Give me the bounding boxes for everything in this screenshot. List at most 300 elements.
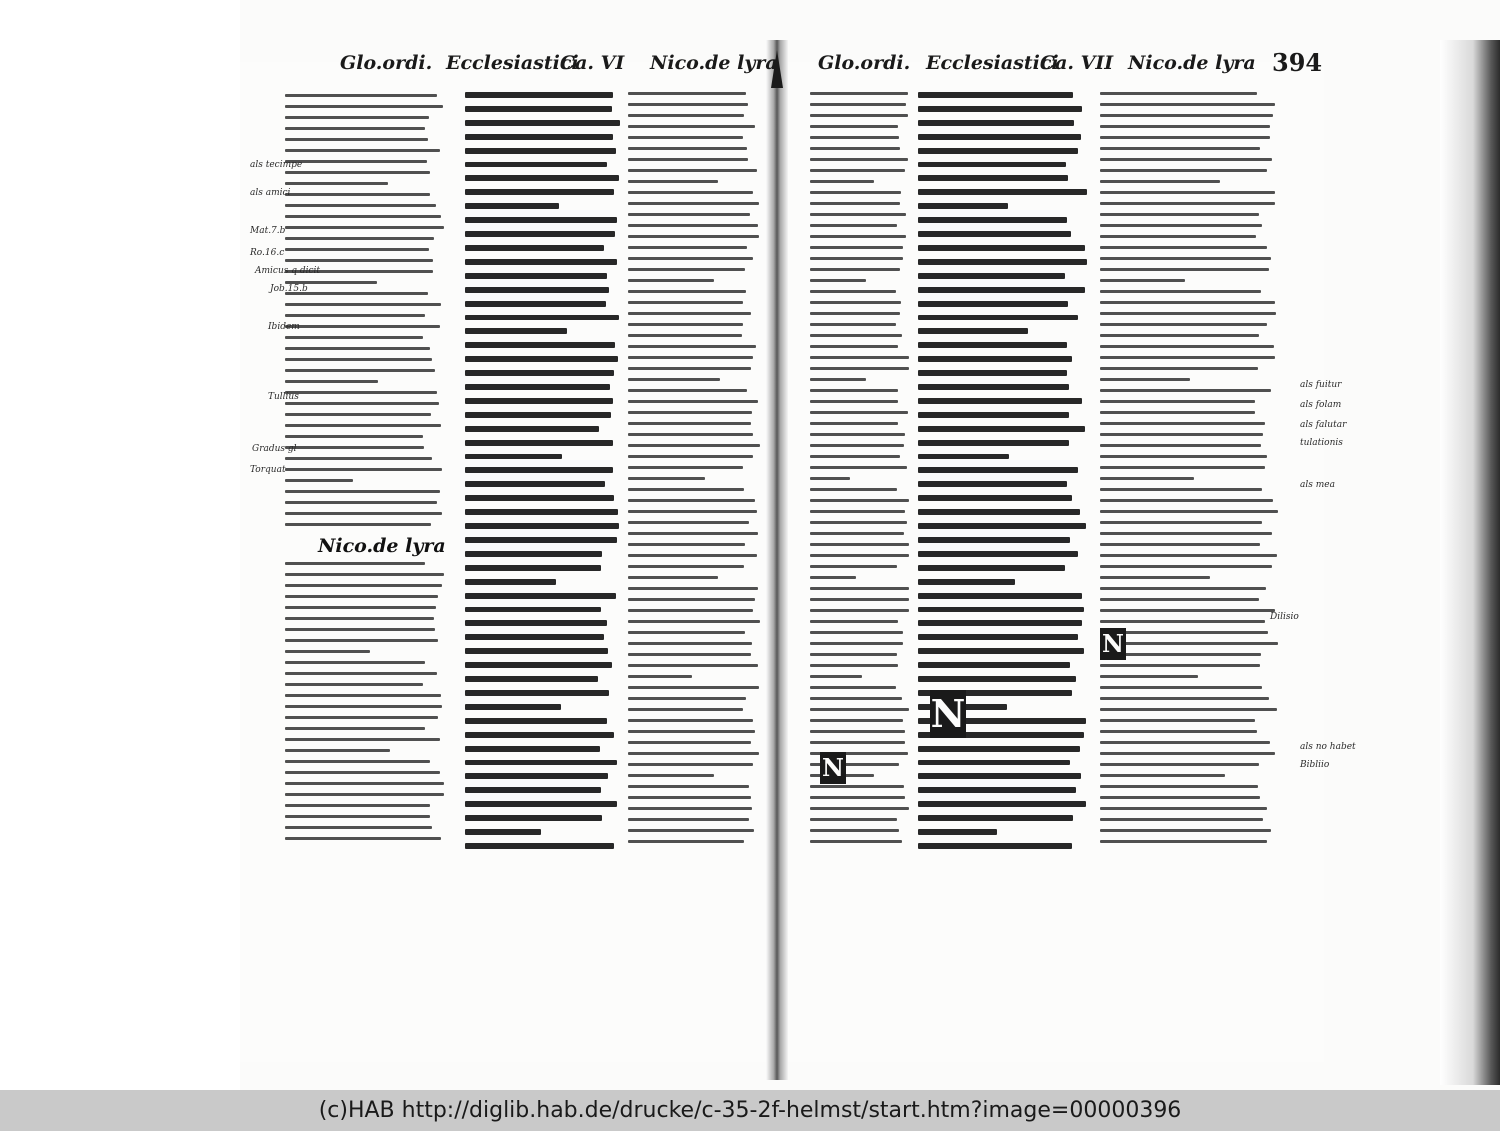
text-line	[465, 718, 607, 724]
text-line	[285, 457, 432, 460]
text-line	[810, 158, 908, 161]
text-line	[918, 509, 1080, 515]
folio-number: 394	[1272, 48, 1323, 77]
margin-note: Amicus q dicit	[255, 266, 321, 276]
text-line	[465, 231, 615, 237]
text-line	[1100, 554, 1277, 557]
text-line	[465, 287, 609, 293]
text-line	[1100, 136, 1270, 139]
text-line	[918, 815, 1073, 821]
text-line	[810, 224, 897, 227]
text-line	[628, 510, 757, 513]
text-line	[465, 134, 613, 140]
text-line	[465, 315, 619, 321]
text-line	[1100, 774, 1225, 777]
text-line	[285, 573, 444, 576]
text-line	[285, 837, 441, 840]
text-line	[628, 301, 743, 304]
text-line	[465, 551, 602, 557]
text-line	[465, 175, 619, 181]
text-line	[810, 235, 906, 238]
text-line	[810, 136, 899, 139]
text-line	[918, 662, 1070, 668]
text-line	[285, 424, 441, 427]
text-line	[1100, 466, 1265, 469]
text-line	[1100, 356, 1275, 359]
text-line	[1100, 114, 1273, 117]
text-line	[810, 356, 909, 359]
text-line	[465, 467, 613, 473]
text-line	[285, 314, 425, 317]
text-line	[1100, 290, 1261, 293]
text-line	[285, 116, 429, 119]
text-line	[285, 138, 428, 141]
text-line	[285, 347, 430, 350]
text-line	[918, 620, 1082, 626]
text-line	[628, 741, 751, 744]
right-header-chapter: Ca. VII	[1040, 52, 1114, 74]
text-line	[465, 259, 617, 265]
text-line	[465, 203, 559, 209]
text-line	[465, 593, 616, 599]
right-main-text-column	[918, 92, 1088, 857]
text-line	[1100, 213, 1259, 216]
text-line	[810, 796, 905, 799]
text-line	[810, 389, 898, 392]
text-line	[1100, 180, 1220, 183]
text-line	[918, 259, 1087, 265]
text-line	[628, 565, 744, 568]
margin-note: als no habet	[1300, 742, 1356, 752]
text-line	[1100, 543, 1260, 546]
text-line	[465, 773, 608, 779]
text-line	[918, 495, 1072, 501]
text-line	[1100, 587, 1266, 590]
text-line	[1100, 510, 1278, 513]
text-line	[285, 782, 444, 785]
text-line	[810, 532, 904, 535]
text-line	[285, 512, 442, 515]
text-line	[628, 213, 750, 216]
text-line	[465, 92, 613, 98]
text-line	[918, 287, 1085, 293]
text-line	[628, 719, 753, 722]
margin-note: Ro.16.c	[250, 248, 285, 258]
text-line	[628, 609, 753, 612]
text-line	[1100, 642, 1278, 645]
text-line	[285, 160, 427, 163]
text-line	[285, 446, 424, 449]
text-line	[1100, 224, 1262, 227]
text-line	[628, 488, 744, 491]
right-commentary-column	[1100, 92, 1280, 852]
text-line	[285, 259, 433, 262]
text-line	[918, 565, 1065, 571]
text-line	[285, 468, 442, 471]
text-line	[918, 245, 1085, 251]
text-line	[1100, 796, 1260, 799]
left-gloss-text-block-bottom	[285, 562, 445, 852]
text-line	[465, 273, 607, 279]
margin-note: Job.15.b	[270, 284, 308, 294]
text-line	[810, 598, 909, 601]
text-line	[918, 760, 1070, 766]
text-line	[285, 105, 443, 108]
text-line	[810, 213, 906, 216]
text-line	[1100, 169, 1267, 172]
text-line	[285, 490, 440, 493]
text-line	[285, 369, 435, 372]
text-line	[1100, 279, 1185, 282]
text-line	[628, 477, 705, 480]
margin-note: Ibidem	[268, 322, 300, 332]
text-line	[918, 301, 1068, 307]
text-line	[810, 367, 909, 370]
footer-credit-bar	[0, 1090, 1500, 1131]
text-line	[465, 565, 601, 571]
text-line	[285, 237, 434, 240]
margin-note: als mea	[1300, 480, 1335, 490]
text-line	[465, 607, 601, 613]
text-line	[810, 103, 906, 106]
text-line	[628, 345, 756, 348]
text-line	[628, 587, 758, 590]
text-line	[628, 686, 759, 689]
text-line	[918, 801, 1086, 807]
text-line	[1100, 202, 1275, 205]
text-line	[918, 148, 1078, 154]
text-line	[628, 763, 753, 766]
text-line	[1100, 433, 1263, 436]
text-line	[1100, 323, 1267, 326]
text-line	[1100, 741, 1270, 744]
text-line	[810, 697, 902, 700]
text-line	[465, 746, 600, 752]
text-line	[810, 631, 903, 634]
text-line	[628, 455, 753, 458]
text-line	[465, 537, 617, 543]
text-line	[465, 509, 618, 515]
right-header-book: Ecclesiastici	[926, 52, 1059, 74]
text-line	[465, 829, 541, 835]
text-line	[918, 634, 1078, 640]
text-line	[628, 576, 718, 579]
text-line	[1100, 708, 1277, 711]
text-line	[1100, 257, 1271, 260]
text-line	[810, 455, 900, 458]
text-line	[628, 730, 755, 733]
margin-note: als fuitur	[1300, 380, 1342, 390]
text-line	[628, 697, 746, 700]
text-line	[285, 479, 353, 482]
text-line	[810, 400, 898, 403]
text-line	[285, 595, 438, 598]
text-line	[918, 398, 1082, 404]
text-line	[628, 675, 692, 678]
text-line	[628, 433, 753, 436]
text-line	[285, 683, 423, 686]
text-line	[1100, 488, 1262, 491]
text-line	[1100, 389, 1271, 392]
text-line	[465, 662, 612, 668]
text-line	[810, 422, 898, 425]
text-line	[810, 345, 898, 348]
text-line	[628, 202, 759, 205]
text-line	[628, 169, 757, 172]
text-line	[465, 162, 607, 168]
text-line	[918, 537, 1070, 543]
text-line	[810, 708, 909, 711]
decorated-initial-N-commentary: N	[1100, 628, 1126, 660]
margin-note: Tullius	[268, 392, 299, 402]
text-line	[918, 426, 1085, 432]
text-line	[465, 301, 606, 307]
text-line	[1100, 103, 1275, 106]
text-line	[465, 454, 562, 460]
text-line	[810, 378, 866, 381]
text-line	[628, 708, 743, 711]
text-line	[918, 607, 1084, 613]
text-line	[1100, 719, 1255, 722]
text-line	[1100, 191, 1275, 194]
text-line	[918, 829, 997, 835]
text-line	[285, 248, 429, 251]
text-line	[628, 246, 747, 249]
book-gutter	[766, 40, 788, 1080]
text-line	[465, 815, 602, 821]
text-line	[628, 840, 744, 843]
text-line	[810, 840, 902, 843]
text-line	[918, 773, 1081, 779]
text-line	[1100, 378, 1190, 381]
text-line	[1100, 576, 1210, 579]
text-line	[1100, 620, 1265, 623]
text-line	[810, 444, 904, 447]
left-gloss-text-block-top	[285, 94, 445, 534]
margin-note: als amici	[250, 188, 291, 198]
text-line	[628, 499, 755, 502]
text-line	[918, 412, 1069, 418]
text-line	[1100, 345, 1274, 348]
text-line	[285, 127, 425, 130]
text-line	[1100, 235, 1256, 238]
text-line	[810, 675, 862, 678]
text-line	[628, 818, 749, 821]
text-line	[918, 787, 1076, 793]
text-line	[810, 488, 897, 491]
text-line	[465, 148, 616, 154]
text-line	[1100, 411, 1255, 414]
text-line	[810, 290, 896, 293]
text-line	[918, 189, 1087, 195]
text-line	[628, 642, 752, 645]
text-line	[918, 328, 1028, 334]
margin-note: Mat.7.b	[250, 226, 286, 236]
text-line	[810, 510, 905, 513]
text-line	[465, 634, 604, 640]
text-line	[628, 752, 759, 755]
text-line	[810, 246, 903, 249]
text-line	[285, 226, 444, 229]
text-line	[628, 92, 746, 95]
text-line	[628, 235, 759, 238]
text-line	[285, 358, 432, 361]
text-line	[810, 818, 897, 821]
left-commentary-subhead: Nico.de lyra	[318, 535, 446, 557]
text-line	[285, 617, 434, 620]
margin-note: Torquat	[250, 465, 286, 475]
text-line	[285, 325, 440, 328]
text-line	[810, 191, 901, 194]
text-line	[1100, 686, 1262, 689]
text-line	[918, 203, 1008, 209]
text-line	[285, 793, 444, 796]
margin-note: als falutar	[1300, 420, 1347, 430]
text-line	[810, 807, 909, 810]
text-line	[465, 579, 556, 585]
text-line	[285, 303, 441, 306]
text-line	[1100, 807, 1267, 810]
text-line	[1100, 499, 1273, 502]
text-line	[1100, 268, 1269, 271]
text-line	[918, 579, 1015, 585]
text-line	[285, 336, 423, 339]
text-line	[918, 551, 1078, 557]
text-line	[628, 400, 758, 403]
text-line	[465, 342, 615, 348]
text-line	[810, 268, 900, 271]
text-line	[628, 620, 760, 623]
text-line	[810, 554, 909, 557]
text-line	[1100, 752, 1275, 755]
text-line	[628, 125, 755, 128]
text-line	[285, 94, 437, 97]
text-line	[918, 593, 1082, 599]
text-line	[918, 231, 1071, 237]
text-line	[810, 620, 898, 623]
text-line	[628, 279, 714, 282]
text-line	[285, 380, 378, 383]
text-line	[628, 807, 752, 810]
text-line	[628, 224, 758, 227]
left-header-chapter: Ca. VI	[560, 52, 625, 74]
text-line	[285, 215, 441, 218]
left-header-commentator: Nico.de lyra	[650, 52, 778, 74]
text-line	[285, 705, 442, 708]
margin-note: Gradus gl	[252, 444, 297, 454]
text-line	[1100, 565, 1272, 568]
text-line	[810, 565, 897, 568]
text-line	[918, 481, 1067, 487]
text-line	[810, 587, 909, 590]
text-line	[918, 370, 1067, 376]
text-line	[628, 290, 746, 293]
text-line	[628, 532, 758, 535]
text-line	[918, 467, 1078, 473]
text-line	[1100, 598, 1259, 601]
text-line	[285, 523, 431, 526]
text-line	[465, 732, 614, 738]
right-header-gloss: Glo.ordi.	[818, 52, 911, 74]
text-line	[628, 389, 747, 392]
text-line	[628, 829, 754, 832]
text-line	[628, 543, 745, 546]
text-line	[810, 521, 907, 524]
text-line	[465, 704, 561, 710]
text-line	[465, 801, 617, 807]
text-line	[918, 384, 1069, 390]
text-line	[1100, 697, 1269, 700]
text-line	[1100, 125, 1270, 128]
text-line	[810, 499, 909, 502]
text-line	[628, 147, 747, 150]
text-line	[628, 323, 743, 326]
text-line	[810, 125, 898, 128]
left-gloss-column	[258, 92, 264, 112]
text-line	[465, 426, 599, 432]
text-line	[810, 653, 897, 656]
text-line	[628, 785, 749, 788]
text-line	[810, 180, 874, 183]
text-line	[628, 356, 753, 359]
text-line	[1100, 829, 1271, 832]
text-line	[628, 367, 751, 370]
text-line	[918, 440, 1069, 446]
right-header-commentator: Nico.de lyra	[1128, 52, 1256, 74]
text-line	[285, 435, 423, 438]
text-line	[810, 829, 899, 832]
text-line	[465, 648, 608, 654]
text-line	[918, 106, 1082, 112]
text-line	[810, 466, 907, 469]
text-line	[628, 268, 745, 271]
text-line	[465, 843, 614, 849]
text-line	[285, 413, 431, 416]
text-line	[918, 315, 1078, 321]
text-line	[810, 433, 905, 436]
text-line	[1100, 334, 1259, 337]
text-line	[1100, 367, 1258, 370]
text-line	[1100, 400, 1255, 403]
text-line	[810, 543, 909, 546]
text-line	[1100, 158, 1272, 161]
text-line	[465, 356, 618, 362]
text-line	[285, 562, 425, 565]
text-line	[465, 328, 567, 334]
text-line	[1100, 477, 1194, 480]
text-line	[810, 92, 908, 95]
text-line	[918, 175, 1068, 181]
text-line	[465, 690, 609, 696]
text-line	[285, 391, 437, 394]
text-line	[628, 334, 742, 337]
text-line	[285, 826, 432, 829]
text-line	[1100, 312, 1276, 315]
text-line	[285, 727, 425, 730]
text-line	[465, 787, 601, 793]
text-line	[465, 412, 611, 418]
text-line	[285, 204, 436, 207]
text-line	[628, 631, 745, 634]
text-line	[810, 477, 850, 480]
text-line	[1100, 521, 1262, 524]
text-line	[285, 815, 430, 818]
margin-note: Dilisio	[1270, 612, 1299, 622]
text-line	[628, 378, 720, 381]
text-line	[918, 746, 1080, 752]
text-line	[918, 162, 1066, 168]
text-line	[465, 760, 617, 766]
